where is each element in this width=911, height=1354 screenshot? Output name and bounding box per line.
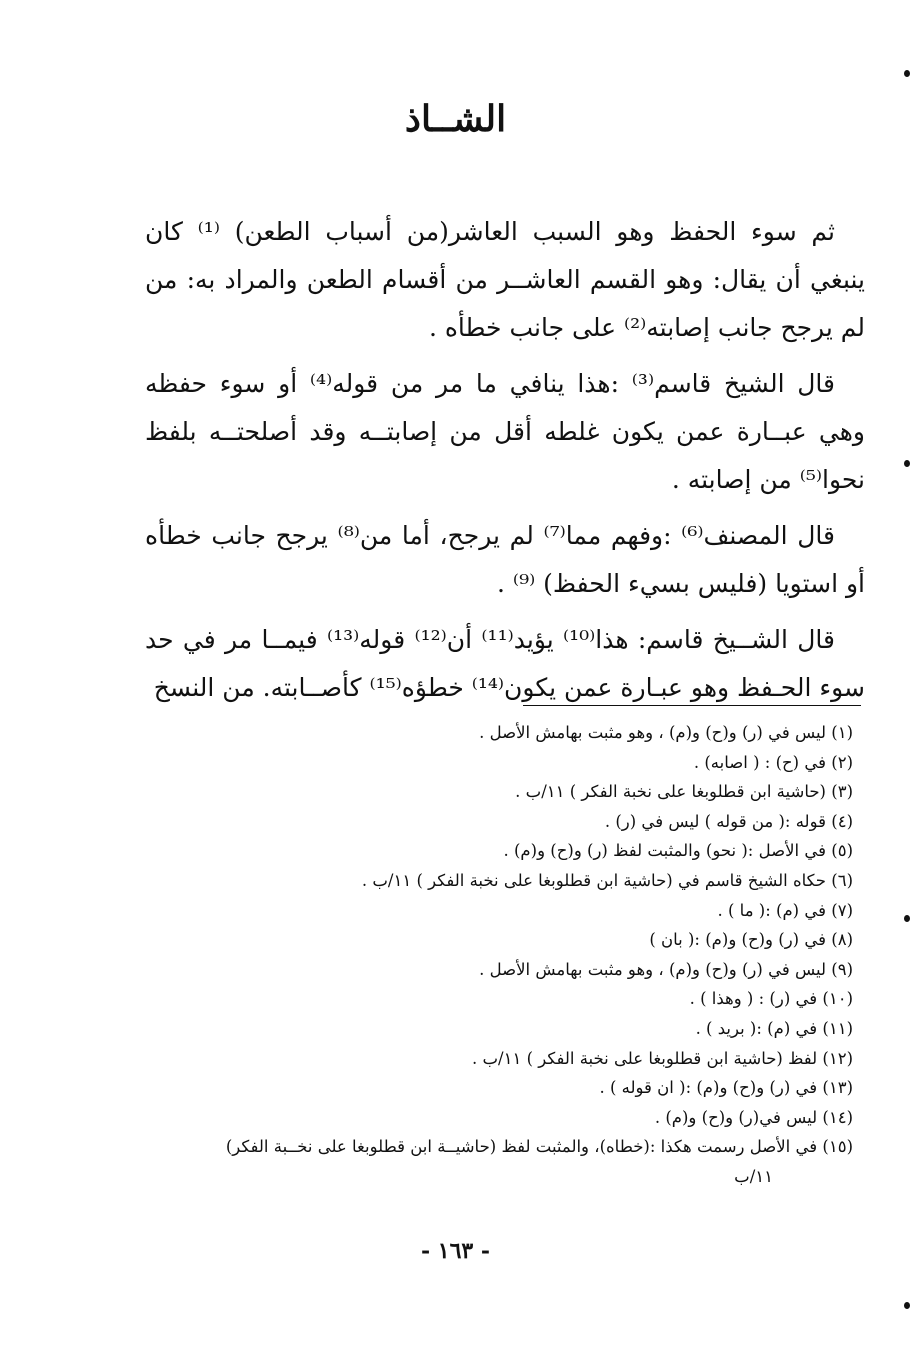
- footnote: (٣) (حاشية ابن قطلوبغا على نخبة الفكر ) ١١/ب .: [515, 782, 853, 802]
- footnote: (١٢) لفظ (حاشية ابن قطلوبغا على نخبة الفكر ) ١١/ب .: [472, 1048, 853, 1068]
- main-text: [145, 208, 865, 720]
- footnote: (٦) حكاه الشيخ قاسم في (حاشية ابن قطلوبغا على نخبة الفكر ) ١١/ب .: [361, 870, 853, 890]
- footnote-separator: [523, 705, 861, 706]
- footnote: (١١) في (م) :( بريد ) .: [695, 1018, 853, 1038]
- edge-mark: [904, 460, 910, 467]
- paragraph: قال الشيخ قاسم⁽³⁾ :هذا ينافي ما مر من قوله⁽⁴⁾ أو سوء حفظه وهي عبــارة عمن يكون غلطه أقل من إصابتــه وقد أصلحتــه بلفظ نحوا⁽⁵⁾ من إصابته .: [145, 369, 865, 494]
- footnote-continuation: ١١/ب: [734, 1166, 773, 1186]
- edge-mark: [904, 1302, 910, 1309]
- edge-mark: [904, 915, 910, 922]
- edge-mark: [904, 70, 910, 77]
- footnote: (١٣) في (ر) و(ح) و(م) :( ان قوله ) .: [599, 1078, 853, 1098]
- page-number: - ١٦٣ -: [420, 1238, 491, 1264]
- chapter-title: الشــاذ: [404, 98, 507, 140]
- paragraph: قال المصنف⁽⁶⁾ :وفهم مما⁽⁷⁾ لم يرجح، أما من⁽⁸⁾ يرجح جانب خطأه أو استويا (فليس بسيء الحفظ) ⁽⁹⁾ .: [145, 521, 865, 598]
- footnote: (٥) في الأصل :( نحو) والمثبت لفظ (ر) و(ح) و(م) .: [503, 841, 853, 861]
- paragraph: ثم سوء الحفظ وهو السبب العاشر(من أسباب الطعن) ⁽¹⁾ كان ينبغي أن يقال: وهو القسم العاشــر من أقسام الطعن والمراد به: من لم يرجح جانب إصابته⁽²⁾ على جانب خطأه .: [145, 217, 865, 342]
- footnotes: [133, 718, 853, 1192]
- footnote: (٤) قوله :( من قوله ) ليس في (ر) .: [604, 811, 853, 831]
- footnote: (٧) في (م) :( ما ) .: [717, 900, 853, 920]
- footnote: (١٥) في الأصل رسمت هكذا :(خطاه)، والمثبت لفظ (حاشيــة ابن قطلوبغا على نخــبة الفكر): [225, 1137, 853, 1157]
- footnote: (٨) في (ر) و(ح) و(م) :( بان ): [649, 930, 853, 950]
- footnote: (٩) ليس في (ر) و(ح) و(م) ، وهو مثبت بهامش الأصل .: [479, 959, 853, 979]
- footnote: (١) ليس في (ر) و(ح) و(م) ، وهو مثبت بهامش الأصل .: [479, 723, 853, 742]
- footnote: (٢) في (ح) : ( اصابه) .: [693, 752, 853, 772]
- paragraph: قال الشــيخ قاسم: هذا⁽¹⁰⁾ يؤيد⁽¹¹⁾ أن⁽¹²⁾ قوله⁽¹³⁾ فيمــا مر في حد سوء الحـفظ وهو عبـارة عمن يكون⁽¹⁴⁾ خطؤه⁽¹⁵⁾ كأصــابته. من النسخ: [145, 625, 865, 702]
- footnote: (١٠) في (ر) : ( وهذا ) .: [689, 989, 853, 1009]
- footnote: (١٤) ليس في(ر) و(ح) و(م) .: [654, 1107, 853, 1127]
